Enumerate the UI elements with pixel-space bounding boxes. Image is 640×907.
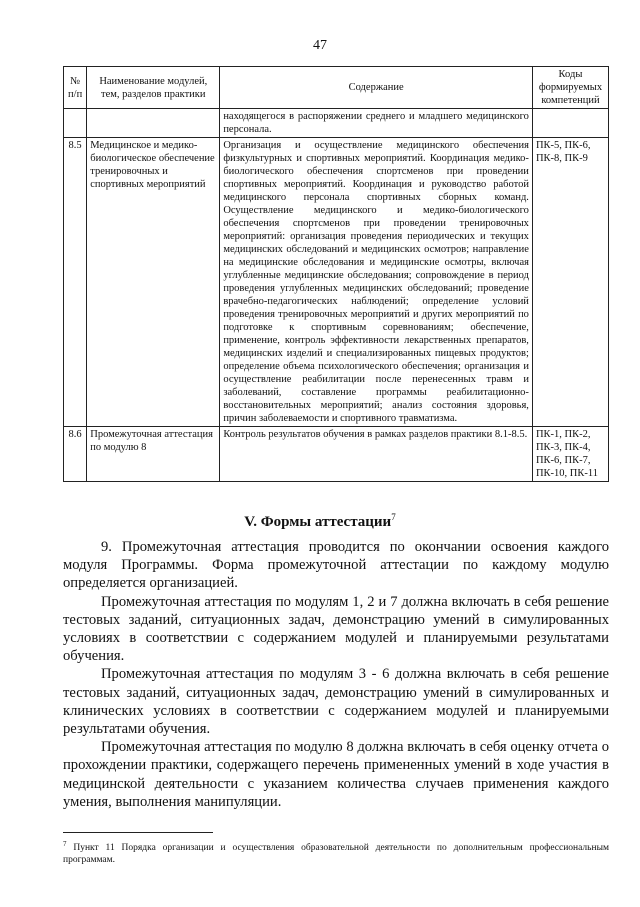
row-num: 8.5 bbox=[64, 138, 87, 427]
table-row bbox=[64, 427, 609, 482]
row-codes: ПК-5, ПК-6, ПК-8, ПК-9 bbox=[532, 138, 608, 427]
table-row bbox=[64, 109, 609, 138]
footnote-text: Пункт 11 Порядка организации и осуществления образовательной деятельности по дополнительным профессиональным программам. bbox=[63, 843, 609, 866]
footnote-ref: 7 bbox=[391, 512, 396, 522]
page-number: 47 bbox=[313, 38, 327, 53]
header-codes: Коды формируемых компетенций bbox=[532, 67, 608, 109]
body-text bbox=[63, 538, 609, 811]
footnote-mark: 7 bbox=[63, 840, 67, 848]
row-content: Контроль результатов обучения в рамках разделов практики 8.1-8.5. bbox=[220, 427, 533, 482]
paragraph: Промежуточная аттестация по модулям 3 - 6 должна включать в себя решение тестовых заданий, ситуационных задач, демонстрацию умений в симулированных и клинических условиях в соответствии с содержанием модулей и планируемыми результатами обучения. bbox=[63, 666, 609, 738]
paragraph: 9. Промежуточная аттестация проводится по окончании освоения каждого модуля Программы. Форма промежуточной аттестации по каждому модулю определяется организацией. bbox=[63, 539, 609, 592]
paragraph: Промежуточная аттестация по модулю 8 должна включать в себя оценку отчета о прохождении практики, содержащего перечень примененных умений в ходе участия в медицинской деятельности с указанием количества случаев применения каждого умения, выполнения манипуляции. bbox=[63, 739, 609, 810]
footnote-divider bbox=[63, 832, 213, 833]
table-header-row bbox=[64, 67, 609, 109]
row-name: Промежуточная аттестация по модулю 8 bbox=[87, 427, 220, 482]
row-name bbox=[87, 109, 220, 138]
row-codes: ПК-1, ПК-2, ПК-3, ПК-4, ПК-6, ПК-7, ПК-10, ПК-11 bbox=[532, 427, 608, 482]
header-name: Наименование модулей, тем, разделов практики bbox=[87, 67, 220, 109]
section-title bbox=[0, 512, 640, 531]
practice-table bbox=[63, 66, 609, 482]
row-num bbox=[64, 109, 87, 138]
table-row bbox=[64, 138, 609, 427]
paragraph: Промежуточная аттестация по модулям 1, 2 и 7 должна включать в себя решение тестовых заданий, ситуационных задач, демонстрацию умений в симулированных условиях в соответствии с содержанием модулей и планируемыми результатами обучения. bbox=[63, 593, 609, 665]
footnote bbox=[63, 838, 609, 866]
section-title-text: V. Формы аттестации bbox=[244, 514, 392, 530]
row-content: находящегося в распоряжении среднего и младшего медицинского персонала. bbox=[220, 109, 533, 138]
header-num: № п/п bbox=[64, 67, 87, 109]
header-content: Содержание bbox=[220, 67, 533, 109]
row-codes bbox=[532, 109, 608, 138]
row-num: 8.6 bbox=[64, 427, 87, 482]
row-content: Организация и осуществление медицинского обеспечения физкультурных и спортивных мероприятий. Координация медико-биологического обеспечения спортсменов при проведении спортивных мероприятий. Координация и руководство работой медицинского персонала спортивных сборных команд. Осуществление медицинского и медико-биологического обеспечения спортсменов при проведении тренировочных мероприятий: организация проведения периодических и текущих медицинских обследований и медицинских осмотров; направление на медицинские обследования и медицинские осмотры, включая углубленные медицинские обследования; сопровождение в период проведения углубленных медицинских обследований; проведение врачебно-педагогических наблюдений; определение условий проведения тренировочных мероприятий и других мероприятий по подготовке к спортивным соревнованиям; обеспечение, применение, контроль эффективности лекарственных препаратов, медицинских изделий и специализированных пищевых продуктов; определение объема психологического обеспечения; организация и осуществление реабилитации после перенесенных травм и заболеваний, составление программы реабилитационно-восстановительных мероприятий; анализ состояния здоровья, причин заболеваемости и спортивного травматизма. bbox=[220, 138, 533, 427]
row-name: Медицинское и медико-биологическое обеспечение тренировочных и спортивных мероприятий bbox=[87, 138, 220, 427]
